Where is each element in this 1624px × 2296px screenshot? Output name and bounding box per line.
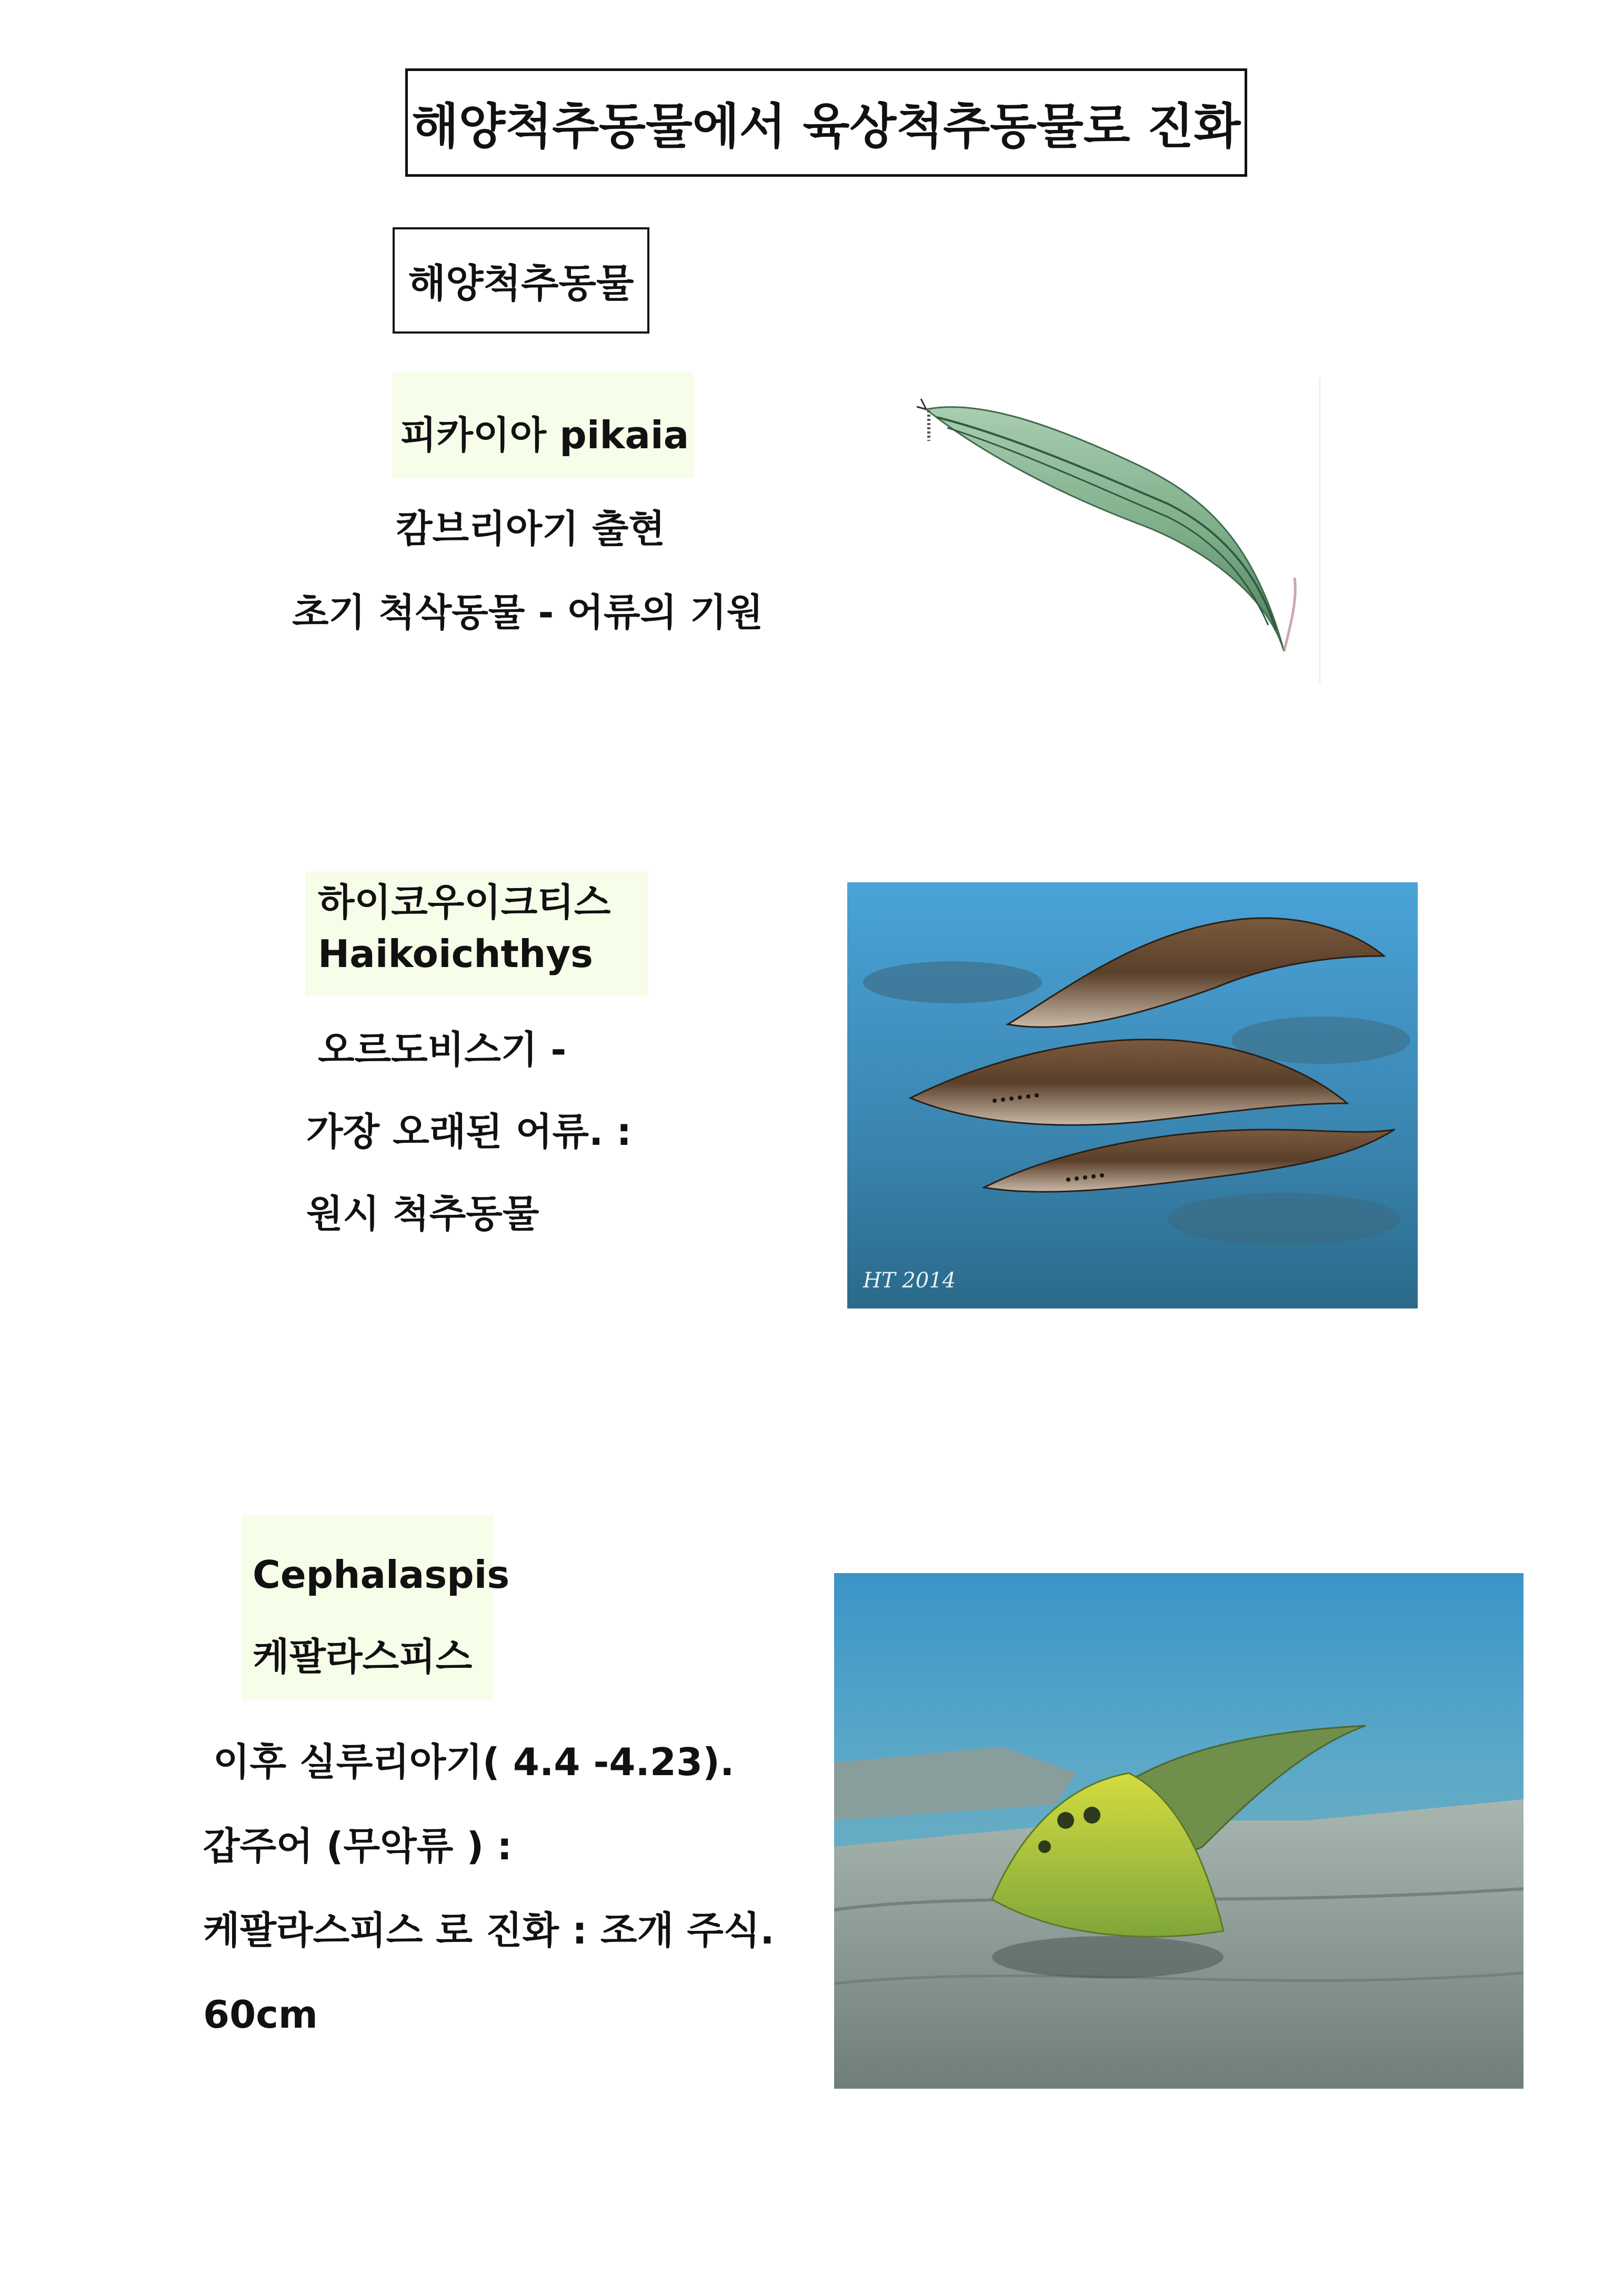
haikouichthys-name-ko: 하이코우이크티스	[318, 880, 611, 924]
cephalaspis-name-en: Cephalaspis	[253, 1553, 510, 1597]
haikouichthys-signature: HT 2014	[863, 1268, 956, 1293]
haikouichthys-image	[847, 882, 1418, 1308]
section-title: 해양척추동물	[393, 227, 649, 334]
haikouichthys-name-en: Haikoichthys	[318, 932, 594, 976]
pikaia-line-2: 초기 척삭동물 - 어류의 기원	[292, 590, 764, 635]
cephalaspis-name-ko: 케팔라스피스	[253, 1635, 473, 1679]
cephalaspis-image	[834, 1573, 1523, 2089]
cephalaspis-line-1: 이후 실루리아기( 4.4 -4.23).	[213, 1740, 735, 1784]
pikaia-image	[905, 378, 1321, 683]
pikaia-line-1: 캄브리아기 출현	[396, 507, 665, 551]
cephalaspis-line-2: 갑주어 (무악류 ) :	[203, 1824, 513, 1868]
haikouichthys-line-2: 가장 오래된 어류. :	[306, 1110, 632, 1154]
pikaia-name: 피카이아 pikaia	[400, 413, 689, 457]
page-title: 해양척추동물에서 육상척추동물로 진화	[405, 68, 1247, 177]
haikouichthys-line-3: 원시 척추동물	[306, 1192, 539, 1236]
cephalaspis-line-4: 60cm	[203, 1992, 318, 2037]
haikouichthys-line-1: 오르도비스기 -	[318, 1028, 567, 1072]
cephalaspis-line-3: 케팔라스피스 로 진화 : 조개 주식.	[203, 1908, 775, 1952]
